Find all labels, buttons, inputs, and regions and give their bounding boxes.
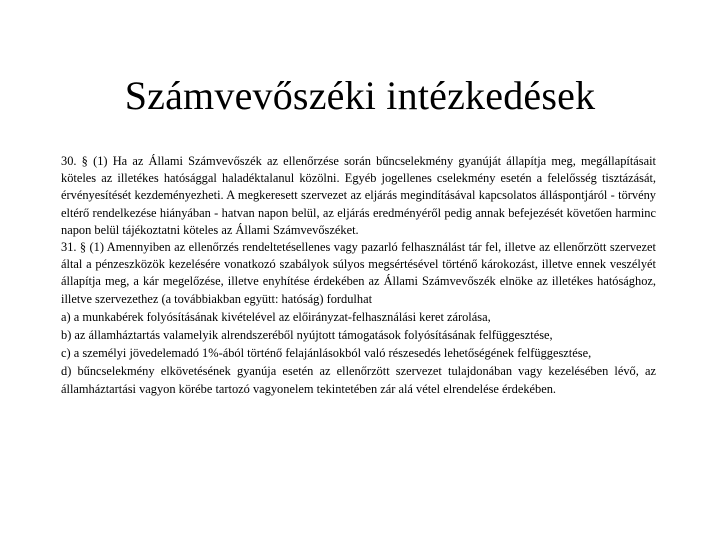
- slide-title: Számvevőszéki intézkedések: [124, 73, 596, 118]
- list-item-c: c) a személyi jövedelemadó 1%-ából történő felajánlásokból való részesedés lehetőségének felfüggesztése,: [61, 346, 592, 361]
- slide-body: [61, 153, 656, 398]
- paragraph-section-30: 30. § (1) Ha az Állami Számvevőszék az ellenőrzése során bűncselekmény gyanúját állapítja meg, megállapításait köteles az illetékes hatósággal haladéktalanul közölni. Egyéb jogellenes cselekmény esetén a felelősség tisztázását, érvényesítését kezdeményezheti. A megkeresett szervezet az eljárás megindításával kapcsolatos álláspontjáról - törvény eltérő rendelkezése hiányában - hatvan napon belül, az eljárás eredményéről pedig annak befejezését követően harminc napon belül tájékoztatni köteles az Állami Számvevőszéket.: [61, 154, 656, 237]
- list-item-a: a) a munkabérek folyósításának kivételével az előirányzat-felhasználási keret zárolása,: [61, 309, 491, 324]
- paragraph-section-31: 31. § (1) Amennyiben az ellenőrzés rendeltetésellenes vagy pazarló felhasználást tár fel, illetve az ellenőrzött szervezet által a pénzeszközök kezelésére vonatkozó szabályok súlyos megsértésével történő károkozást, illetve ennek veszélyét állapítja meg, a kár megelőzése, illetve enyhítése érdekében az Állami Számvevőszék elnöke az illetékes hatósághoz, illetve szervezethez (a továbbiakban együtt: hatóság) fordulhat: [61, 240, 656, 306]
- list-item-d: d) bűncselekmény elkövetésének gyanúja esetén az ellenőrzött szervezet tulajdonában vagy kezelésében lévő, az államháztartási vagyon körébe tartozó vagyonelem tekintetében zár alá vétel elrendelése érdekében.: [61, 364, 656, 396]
- list-item-b: b) az államháztartás valamelyik alrendszeréből nyújtott támogatások folyósításának felfüggesztése,: [61, 328, 553, 343]
